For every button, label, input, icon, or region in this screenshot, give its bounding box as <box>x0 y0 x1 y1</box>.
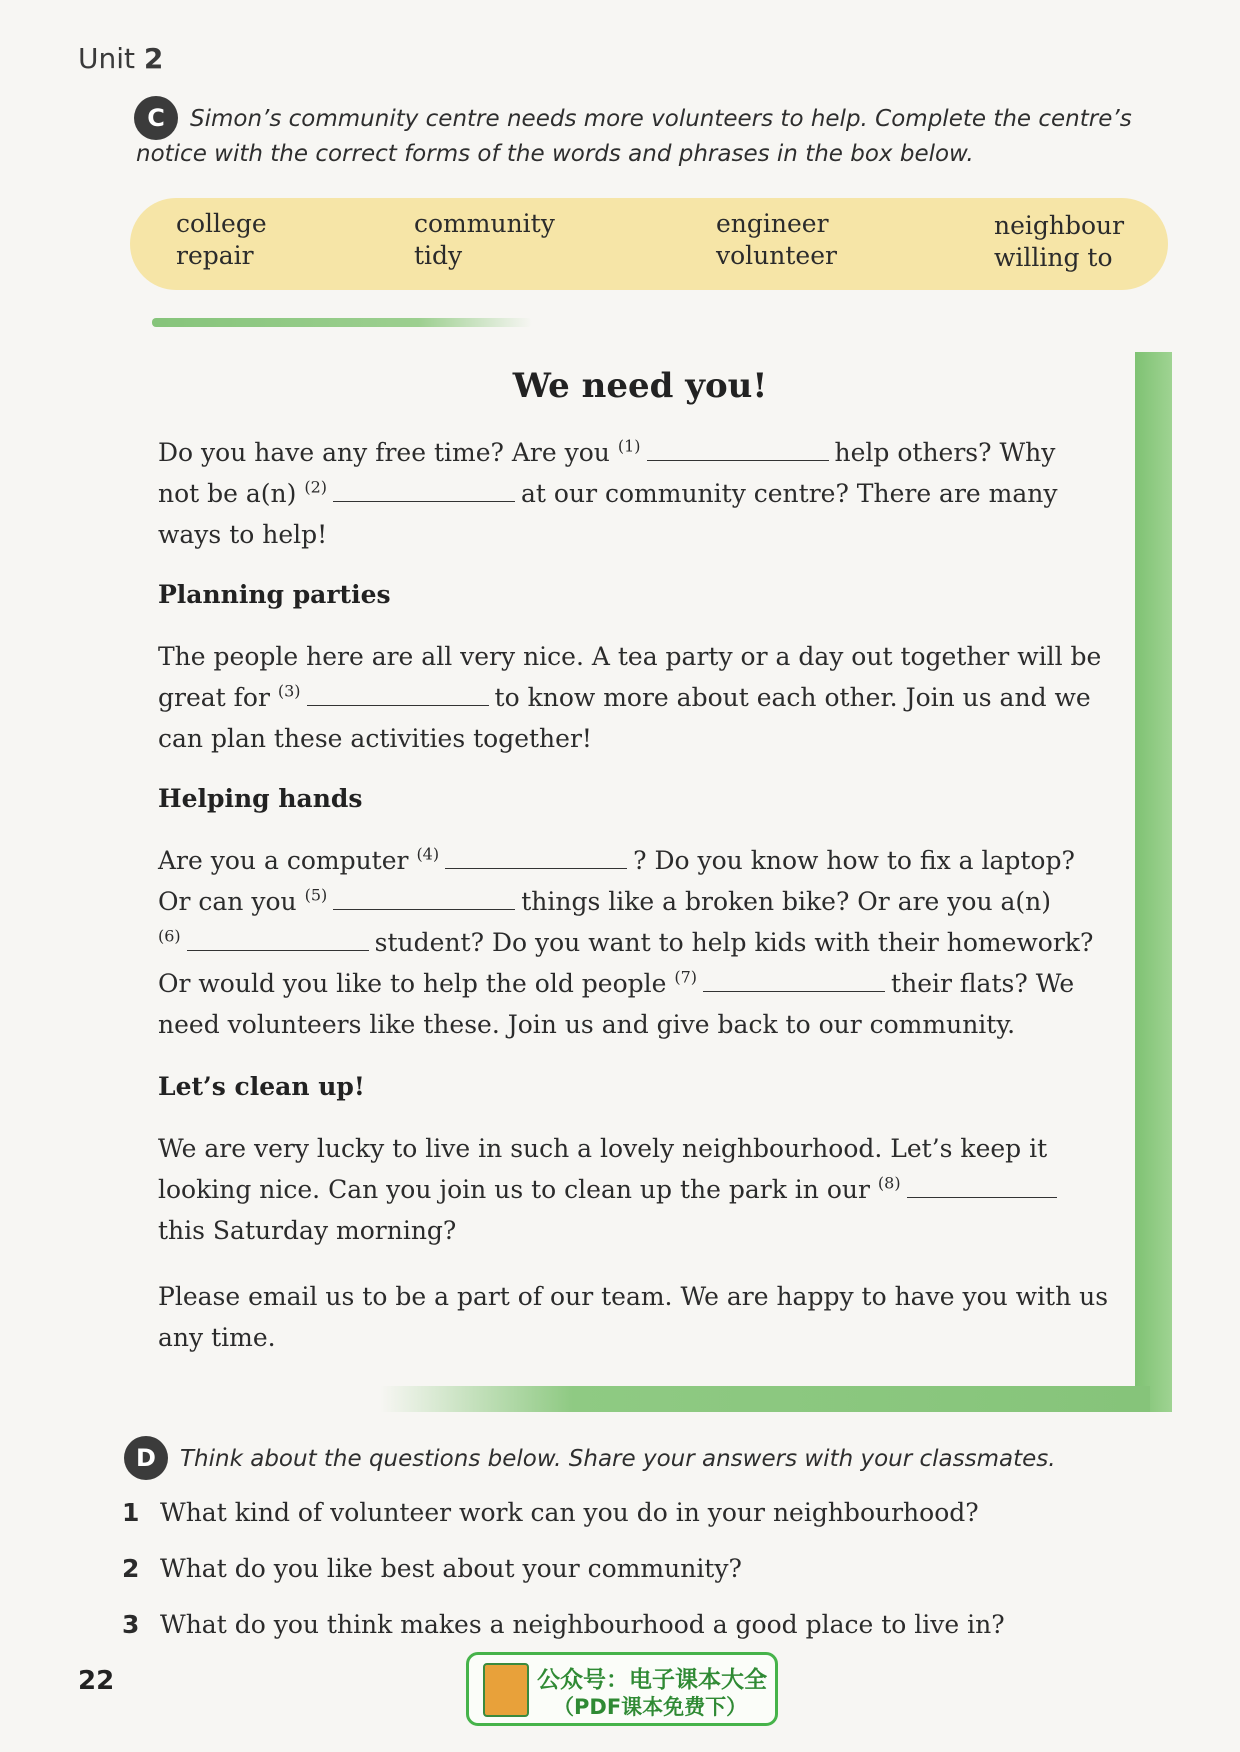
notice-right-bar <box>1135 352 1172 1412</box>
answer-blank-5[interactable] <box>333 887 515 910</box>
word-engineer: engineer <box>716 209 829 238</box>
section-lets-clean-up: We are very lucky to live in such a lovely neighbourhood. Let’s keep it looking nice. Can you join us to clean up the park in our $^{(8)}$ this Saturday morning? <box>158 1128 1118 1251</box>
exercise-d-badge: D <box>124 1436 168 1480</box>
answer-blank-2[interactable] <box>333 479 515 502</box>
blank-number-2: (2) <box>304 477 328 497</box>
book-icon <box>483 1663 529 1717</box>
word-college: college <box>176 209 267 238</box>
answer-blank-7[interactable] <box>703 969 885 992</box>
section-planning-parties: The people here are all very nice. A tea party or a day out together will be great for $^{(3)}$ to know more about each other. Join us and we can plan these activities together! <box>158 642 1102 753</box>
word-tidy: tidy <box>414 241 463 270</box>
exercise-d-instruction: Think about the questions below. Share your answers with your classmates. <box>180 1446 1056 1472</box>
notice-top-bar <box>152 318 532 327</box>
answer-blank-3[interactable] <box>307 683 489 706</box>
notice-intro: Do you have any free time? Are you $^{(1)}$ help others? Why not be a(n) $^{(2)}$ at our community centre? There are many ways to help! <box>158 436 1058 549</box>
word-community: community <box>414 209 555 238</box>
blank-number-8: (8) <box>877 1173 901 1193</box>
word-neighbour: neighbour <box>994 211 1125 240</box>
exercise-c-badge: C <box>134 96 178 140</box>
blank-number-1: (1) <box>617 436 641 456</box>
watermark-line1: 公众号：电子课本大全 <box>537 1667 767 1693</box>
blank-number-4: (4) <box>416 844 440 864</box>
section-heading-planning-parties: Planning parties <box>158 580 391 609</box>
word-volunteer: volunteer <box>716 241 837 270</box>
word-repair: repair <box>176 241 254 270</box>
exercise-c-instruction-line1: Simon’s community centre needs more volunteers to help. Complete the centre’s <box>190 106 1132 132</box>
section-helping-hands: Are you a computer $^{(4)}$ ? Do you know how to fix a laptop? Or can you $^{(5)}$ things like a broken bike? Or are you a(n) $^{(6)}$ student? Do you want to help kids with their homework? Or would you like to help the old people $^{(7)}$ their flats? We need volunteers like these. Join us and give back to our community. <box>158 844 1094 1039</box>
unit-label: Unit 2 <box>78 42 164 75</box>
blank-number-5: (5) <box>304 885 328 905</box>
page-number: 22 <box>78 1666 115 1696</box>
notice-title: We need you! <box>512 366 768 406</box>
exercise-c-instruction-line2: notice with the correct forms of the words and phrases in the box below. <box>136 141 974 167</box>
answer-blank-4[interactable] <box>445 846 627 869</box>
section-heading-lets-clean-up: Let’s clean up! <box>158 1072 365 1101</box>
watermark-stamp <box>466 1652 778 1726</box>
answer-blank-6[interactable] <box>187 928 369 951</box>
blank-number-3: (3) <box>277 681 301 701</box>
question-2: 2 What do you like best about your community? <box>122 1554 742 1583</box>
section-heading-helping-hands: Helping hands <box>158 784 363 813</box>
question-3: 3 What do you think makes a neighbourhood a good place to live in? <box>122 1610 1005 1639</box>
unit-number: 2 <box>143 42 164 75</box>
question-1: 1 What kind of volunteer work can you do in your neighbourhood? <box>122 1498 979 1527</box>
answer-blank-1[interactable] <box>647 438 829 461</box>
notice-closing: Please email us to be a part of our team. We are happy to have you with us any time. <box>158 1282 1109 1352</box>
blank-number-7: (7) <box>674 967 698 987</box>
notice-bottom-bar <box>380 1386 1150 1412</box>
word-willing-to: willing to <box>994 243 1113 272</box>
watermark-line2: （PDF课本免费下） <box>553 1695 748 1719</box>
blank-number-6: (6) <box>158 926 181 946</box>
answer-blank-8[interactable] <box>907 1175 1057 1198</box>
